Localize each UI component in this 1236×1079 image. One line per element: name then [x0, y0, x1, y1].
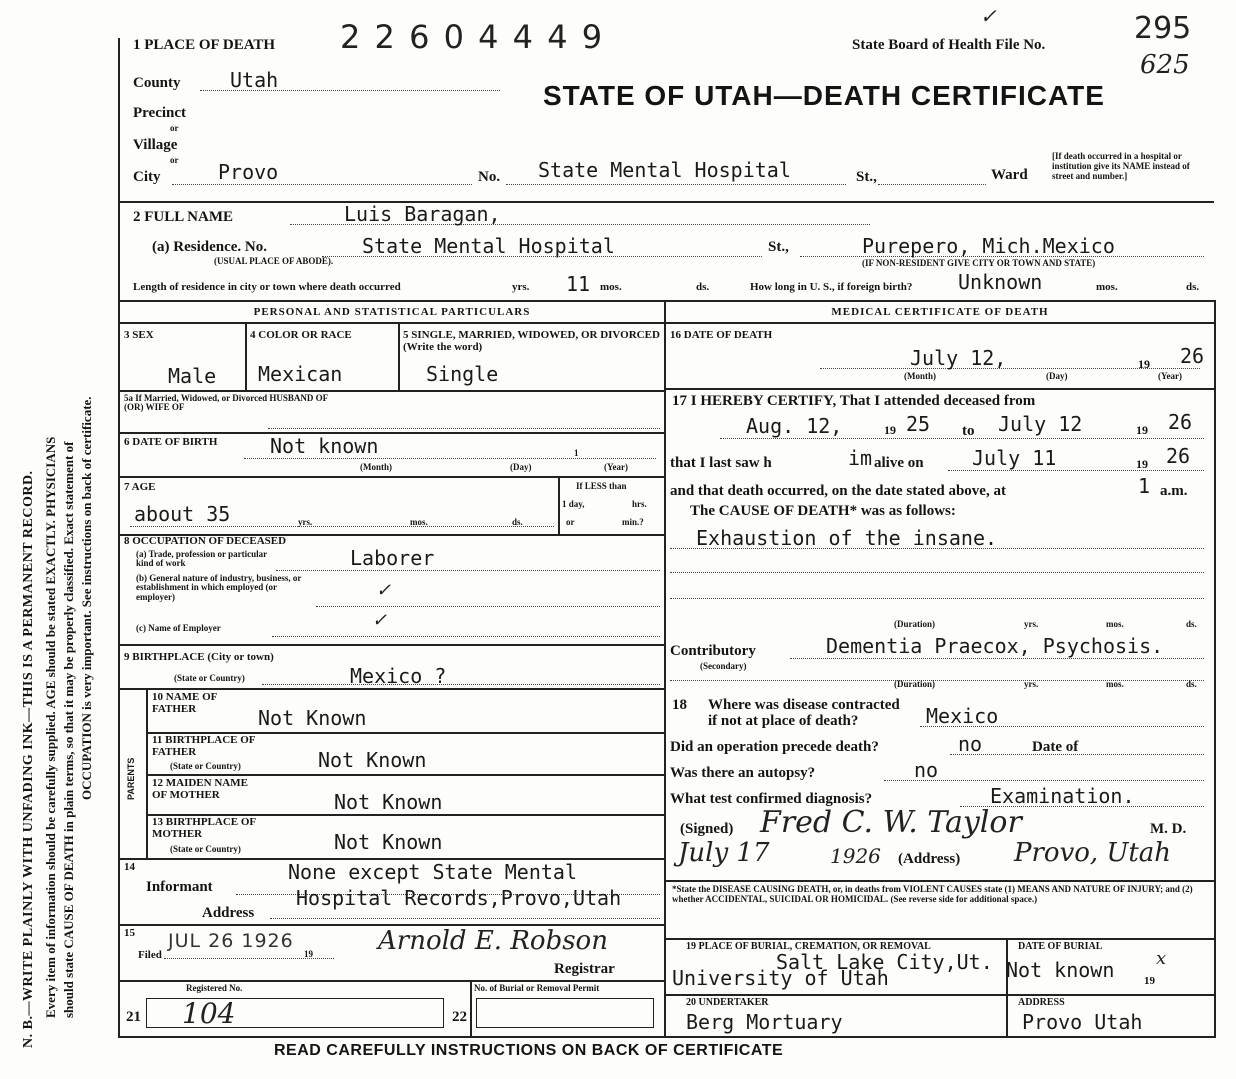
age-label: 7 AGE	[124, 481, 156, 493]
full-name-label: 2 FULL NAME	[133, 209, 234, 225]
q18-number: 18	[672, 697, 687, 713]
sex-label: 3 SEX	[124, 329, 154, 341]
burial-label: 19 PLACE OF BURIAL, CREMATION, OR REMOVAL	[686, 941, 931, 952]
birth-month: (Month)	[360, 462, 392, 472]
informant-number: 14	[124, 861, 135, 873]
informant-label: Informant	[146, 879, 213, 895]
alive-nineteen: 19	[1136, 457, 1148, 471]
length-label: Length of residence in city or town where death occurred	[133, 281, 401, 293]
death-month-label: (Month)	[904, 371, 936, 381]
alive-date: July 11	[972, 446, 1057, 470]
undertaker-label: 20 UNDERTAKER	[686, 997, 769, 1008]
filed-label: Filed	[138, 949, 162, 961]
marital-value: Single	[426, 362, 499, 386]
occurred-am: a.m.	[1160, 483, 1188, 499]
marital-label: 5 SINGLE, MARRIED, WIDOWED, OR DIVORCED (Write the word)	[403, 329, 660, 353]
burial-date-nineteen: 19	[1144, 975, 1155, 987]
filed-stamp: JUL 26 1926	[168, 930, 294, 952]
hospital-value: State Mental Hospital	[538, 158, 791, 182]
residence-city-note: (IF NON-RESIDENT GIVE CITY OR TOWN AND STATE)	[862, 258, 1096, 268]
cause-footnote: *State the DISEASE CAUSING DEATH, or, in deaths from VIOLENT CAUSES state (1) MEANS AND NATURE OF INJURY; and (2) whether ACCIDENTAL, SUICIDAL OR HOMICIDAL. (See reverse side for additional space.)	[672, 884, 1193, 905]
residence-city-value: Purepero, Mich.Mexico	[862, 234, 1115, 258]
autopsy-value: no	[914, 758, 939, 782]
column-divider	[664, 302, 666, 1038]
sep-filed	[120, 980, 664, 982]
burial-permit-label: No. of Burial or Removal Permit	[474, 983, 600, 993]
file-number: 295	[1134, 11, 1192, 46]
us-mos: mos.	[1096, 281, 1118, 293]
death-date-label: 16 DATE OF DEATH	[670, 329, 773, 341]
row-divider-length	[120, 300, 1214, 302]
cause-line-3	[670, 598, 1204, 599]
file-number-secondary: 625	[1140, 50, 1190, 80]
occurred-label: and that death occurred, on the date stated above, at	[670, 483, 1006, 499]
informant-value: None except State Mental	[288, 860, 577, 884]
filed-number: 15	[124, 927, 135, 939]
death-day-label: (Day)	[1046, 371, 1068, 381]
age-mos: mos.	[410, 517, 428, 527]
sep-undertaker	[666, 994, 1214, 996]
burial-line1: Salt Lake City,Ut.	[776, 950, 993, 974]
certify-from-year: 25	[906, 412, 931, 436]
duration-2-ds: ds.	[1186, 679, 1197, 689]
occupation-line	[276, 570, 660, 571]
death-date-year: 26	[1180, 344, 1205, 368]
check-mark: ✓	[980, 4, 997, 28]
us-ds: ds.	[1186, 281, 1200, 293]
age-yrs: yrs.	[298, 517, 313, 527]
age-day: 1 day,	[562, 499, 585, 509]
row-divider-headers	[120, 322, 1214, 324]
us-value: Unknown	[958, 270, 1043, 294]
side-note-information: Every item of information should be carefully supplied. AGE should be stated EXACTLY. PHYSICIANS	[43, 436, 58, 1018]
undertaker-address-label: ADDRESS	[1018, 997, 1065, 1008]
occupation-b: (b) General nature of industry, business, or establishment in which employed (or employer)	[136, 573, 302, 602]
cause-label: The CAUSE OF DEATH* was as follows:	[690, 503, 956, 519]
city-label: City	[133, 169, 161, 185]
sep-age-less	[558, 476, 560, 534]
duration-2-mos: mos.	[1106, 679, 1124, 689]
occurred-time: 1	[1138, 474, 1151, 498]
contributory-label: Contributory	[670, 643, 756, 659]
informant-address: Hospital Records,Provo,Utah	[296, 886, 622, 910]
personal-header: PERSONAL AND STATISTICAL PARTICULARS	[253, 306, 531, 318]
physician-signature: Fred C. W. Taylor	[760, 805, 1022, 840]
age-ds: ds.	[512, 517, 523, 527]
file-number-label: State Board of Health File No.	[852, 37, 1046, 53]
frame-bottom	[120, 1036, 1214, 1038]
mother-birth-sub: (State or Country)	[170, 844, 241, 854]
birth-value: Not known	[270, 434, 379, 458]
race-label: 4 COLOR OR RACE	[250, 329, 352, 341]
contributory-sub: (Secondary)	[700, 661, 747, 671]
length-yrs: yrs.	[512, 281, 530, 293]
certify-range-line	[720, 438, 1204, 439]
us-label: How long in U. S., if foreign birth?	[750, 281, 913, 293]
contributory-value: Dementia Praecox, Psychosis.	[826, 634, 1164, 658]
sep-registered	[470, 980, 472, 1036]
age-value: about 35	[134, 502, 231, 526]
birth-year: (Year)	[604, 462, 628, 472]
registered-number-label: 21	[126, 1009, 141, 1025]
signature-date: July 17	[678, 838, 770, 868]
age-hrs: hrs.	[632, 499, 647, 509]
alive-label: alive on	[874, 455, 924, 471]
sep-death-date	[666, 388, 1214, 390]
operation-label: Did an operation precede death?	[670, 739, 879, 755]
no-line	[506, 184, 846, 185]
residence-label: (a) Residence. No.	[152, 239, 267, 255]
occupation-c-line	[272, 636, 660, 637]
side-note-ink: N. B.—WRITE PLAINLY WITH UNFADING INK—THIS IS A PERMANENT RECORD.	[21, 470, 36, 1048]
burial-line2: University of Utah	[672, 966, 889, 990]
age-min: min.?	[622, 517, 644, 527]
occupation-b-line	[316, 606, 660, 607]
husband-label: 5a If Married, Widowed, or Divorced HUSBAND OF (OR) WIFE OF	[124, 393, 328, 413]
burial-x-mark: x	[1156, 948, 1167, 969]
mother-birth-value: Not Known	[334, 830, 443, 854]
registrar-label: Registrar	[554, 961, 615, 977]
city-line	[172, 184, 472, 185]
age-less: If LESS than	[576, 481, 627, 491]
footer-instructions: READ CAREFULLY INSTRUCTIONS ON BACK OF CERTIFICATE	[274, 1042, 784, 1059]
birthplace-value: Mexico ?	[350, 664, 447, 688]
death-date-value: July 12,	[910, 346, 1007, 370]
duration-1-mos: mos.	[1106, 619, 1124, 629]
occupation-check-2: ✓	[372, 610, 388, 631]
operation-line	[950, 754, 1204, 755]
operation-value: no	[958, 732, 983, 756]
signed-label: (Signed)	[680, 821, 734, 837]
length-mos: mos.	[600, 281, 622, 293]
birth-line	[244, 458, 656, 459]
last-saw-him: im	[848, 446, 873, 470]
birth-label: 6 DATE OF BIRTH	[124, 436, 218, 448]
mother-name-value: Not Known	[334, 790, 443, 814]
death-date-nineteen: 19	[1138, 357, 1150, 371]
alive-line	[948, 470, 1204, 471]
duration-1-ds: ds.	[1186, 619, 1197, 629]
undertaker-address: Provo Utah	[1022, 1010, 1143, 1034]
length-ds: ds.	[696, 281, 710, 293]
street-line	[878, 184, 986, 185]
street-label: St.,	[856, 169, 877, 185]
race-value: Mexican	[258, 362, 343, 386]
certify-line: 17 I HEREBY CERTIFY, That I attended deceased from	[672, 393, 1036, 409]
sep-birth	[120, 476, 664, 478]
sep-cause-notes	[666, 880, 1214, 882]
where-value: Mexico	[926, 704, 999, 728]
duration-2-yrs: yrs.	[1024, 679, 1039, 689]
father-birth-sub: (State or Country)	[170, 761, 241, 771]
mother-name-label: 12 MAIDEN NAME OF MOTHER	[152, 777, 248, 801]
or-label-2: or	[170, 155, 179, 165]
side-note-cause: should state CAUSE OF DEATH in plain terms, so that it may be properly classified. Exact statement of	[61, 441, 76, 1018]
occupation-check-1: ✓	[376, 580, 392, 601]
sep-sex-race	[245, 324, 247, 390]
registered-value: 104	[182, 997, 236, 1030]
sep-sex-row	[120, 390, 664, 392]
residence-sub: (USUAL PLACE OF ABODE).	[214, 256, 334, 266]
cause-value: Exhaustion of the insane.	[696, 526, 998, 550]
occupation-c: (c) Name of Employer	[136, 623, 221, 633]
alive-year: 26	[1166, 444, 1191, 468]
occupation-value: Laborer	[350, 546, 435, 570]
length-mos-value: 11	[566, 272, 591, 296]
sep-burial-date	[1006, 938, 1008, 1036]
autopsy-line	[884, 780, 1204, 781]
place-of-death-label: 1 PLACE OF DEATH	[133, 37, 276, 53]
duration-2: (Duration)	[894, 679, 935, 689]
duration-1: (Duration)	[894, 619, 935, 629]
date-of-label: Date of	[1032, 739, 1079, 755]
signature-year: 1926	[830, 844, 881, 868]
birth-day: (Day)	[510, 462, 532, 472]
city-value: Provo	[218, 160, 279, 184]
burial-date: Not known	[1006, 958, 1115, 982]
certificate-number: 2 2 6 0 4 4 4 9	[340, 18, 605, 56]
cause-line-1	[670, 548, 1204, 549]
age-line	[130, 526, 554, 527]
birthplace-line	[262, 684, 660, 685]
ward-label: Ward	[991, 167, 1028, 183]
birthplace-label: 9 BIRTHPLACE (City or town)	[124, 651, 274, 663]
parents-label: PARENTS	[126, 757, 136, 800]
husband-line	[268, 428, 660, 429]
sep-occupation	[120, 644, 664, 646]
father-name-value: Not Known	[258, 706, 367, 730]
certify-nineteen-2: 19	[1136, 423, 1148, 437]
filed-line	[164, 958, 334, 959]
birth-one: 1	[574, 448, 579, 458]
sep-father-birth	[146, 774, 664, 776]
county-value: Utah	[230, 68, 279, 92]
contributory-line-2	[670, 680, 1204, 681]
certify-from: Aug. 12,	[746, 414, 843, 438]
side-note-occupation: OCCUPATION is very important. See instructions on back of certificate.	[79, 396, 94, 800]
mother-birth-label: 13 BIRTHPLACE OF MOTHER	[152, 816, 256, 840]
where-label-2: if not at place of death?	[708, 713, 859, 729]
certify-to-label: to	[962, 423, 975, 439]
test-value: Examination.	[990, 784, 1135, 808]
cause-line-2	[670, 572, 1204, 573]
registered-label: Registered No.	[186, 983, 243, 993]
death-year-label: (Year)	[1158, 371, 1182, 381]
full-name-value: Luis Baragan,	[344, 202, 501, 226]
certify-to: July 12	[998, 412, 1083, 436]
sep-race-marital	[398, 324, 400, 390]
frame-left	[118, 38, 120, 1038]
certify-nineteen-1: 19	[884, 423, 896, 437]
address-line	[270, 918, 660, 919]
occupation-a: (a) Trade, profession or particular kind of work	[136, 549, 267, 569]
sex-value: Male	[168, 364, 217, 388]
residence-street-label: St.,	[768, 239, 789, 255]
birthplace-sub: (State or Country)	[174, 673, 245, 683]
test-label: What test confirmed diagnosis?	[670, 791, 873, 807]
row-divider-name	[120, 201, 1214, 203]
undertaker-value: Berg Mortuary	[686, 1010, 843, 1034]
father-name-label: 10 NAME OF FATHER	[152, 691, 217, 715]
md-label: M. D.	[1150, 821, 1187, 837]
filed-nineteen: 19	[304, 949, 313, 959]
last-saw-label: that I last saw h	[670, 455, 772, 471]
duration-1-yrs: yrs.	[1024, 619, 1039, 629]
address-label-physician: (Address)	[898, 851, 961, 867]
county-label: County	[133, 75, 181, 91]
address-label: Address	[202, 905, 255, 921]
or-label-1: or	[170, 123, 179, 133]
certify-to-year: 26	[1168, 410, 1193, 434]
autopsy-label: Was there an autopsy?	[670, 765, 816, 781]
residence-value: State Mental Hospital	[362, 234, 615, 258]
ward-note: [If death occurred in a hospital or institution give its NAME instead of street and number.]	[1052, 151, 1190, 181]
frame-right	[1214, 300, 1216, 1038]
contributory-line	[790, 658, 1204, 659]
age-or: or	[566, 517, 575, 527]
medical-header: MEDICAL CERTIFICATE OF DEATH	[831, 306, 1049, 318]
where-label: Where was disease contracted	[708, 697, 900, 713]
where-line	[920, 726, 1204, 727]
burial-permit-box	[476, 998, 654, 1028]
document-title: STATE OF UTAH—DEATH CERTIFICATE	[543, 80, 1105, 111]
occupation-label: 8 OCCUPATION OF DECEASED	[124, 535, 287, 547]
sep-birthplace	[120, 688, 664, 690]
registrar-signature: Arnold E. Robson	[378, 926, 608, 956]
father-birth-label: 11 BIRTHPLACE OF FATHER	[152, 734, 256, 758]
no-label: No.	[478, 169, 501, 185]
father-birth-value: Not Known	[318, 748, 427, 772]
village-label: Village	[133, 137, 178, 153]
precinct-label: Precinct	[133, 105, 187, 121]
physician-address: Provo, Utah	[1014, 838, 1172, 868]
burial-permit-number: 22	[452, 1009, 467, 1025]
burial-date-label: DATE OF BURIAL	[1018, 941, 1103, 952]
sep-husband	[120, 432, 664, 434]
sep-burial	[666, 938, 1214, 940]
